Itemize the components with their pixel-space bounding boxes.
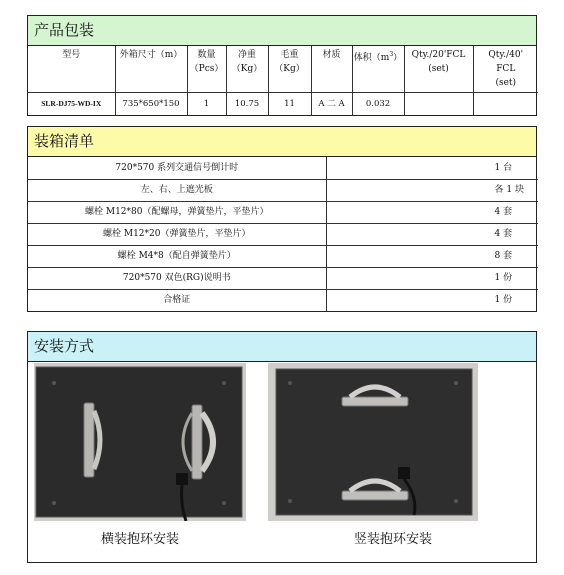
packing-list-item: 合格证 [28,289,326,311]
product-packing-section [27,15,537,116]
cell-qty: 1 [187,93,226,115]
cell-qty-40fcl [473,93,538,115]
packing-list-amount: 1 份 [326,267,538,289]
packing-list-row [28,157,538,179]
packing-list-row [28,223,538,245]
cell-qty-20fcl [404,93,473,115]
vertical-mount-caption: 竖装抱环安装 [353,532,432,547]
packing-list-item: 螺栓 M4*8（配自弹簧垫片） [28,245,326,267]
installation-title: 安装方式 [28,332,536,362]
horizontal-mount-photo [34,363,246,521]
packing-list-table [28,157,538,311]
header-material: 材质 [311,46,352,93]
packing-list-amount: 4 套 [326,223,538,245]
packing-header-row [28,46,538,93]
vertical-mount-illustration [268,363,478,521]
packing-data-row [28,93,538,115]
packing-list-item: 螺栓 M12*80（配螺母，弹簧垫片，平垫片） [28,201,326,223]
packing-list-item: 720*570 系列交通信号倒计时 [28,157,326,179]
packing-list-title: 装箱清单 [28,127,536,157]
packing-list-amount: 8 套 [326,245,538,267]
packing-list-row [28,179,538,201]
horizontal-mount-illustration [34,363,246,521]
packing-list-row [28,267,538,289]
cell-outer-size: 735*650*150 [115,93,187,115]
cell-material: A 二 A [311,93,352,115]
product-packing-title: 产品包装 [28,16,536,46]
horizontal-mount-caption: 横装抱环安装 [100,532,179,547]
header-qty-40fcl: Qty./40' FCL (set) [473,46,538,93]
header-qty-20fcl: Qty./20'FCL (set) [404,46,473,93]
cell-volume: 0.032 [352,93,404,115]
packing-list-section [27,126,537,312]
packing-list-item: 左、右、上遮光板 [28,179,326,201]
packing-list-amount: 1 份 [326,289,538,311]
installation-section [27,331,537,563]
packing-list-row [28,289,538,311]
packing-table [28,46,538,115]
cell-model: SLR-DJ75-WD-IX [28,93,115,115]
header-volume: 体积$(m^3)$ [352,46,404,93]
packing-list-amount: 1 台 [326,157,538,179]
header-net-weight: 净重 （Kg） [226,46,268,93]
header-model: 型号 [28,46,115,93]
header-gross-weight: 毛重 （Kg） [268,46,311,93]
packing-list-amount: 各 1 块 [326,179,538,201]
cell-net-weight: 10.75 [226,93,268,115]
packing-list-amount: 4 套 [326,201,538,223]
vertical-mount-photo [268,363,478,521]
packing-list-item: 螺栓 M12*20（弹簧垫片，平垫片） [28,223,326,245]
cell-gross-weight: 11 [268,93,311,115]
header-qty: 数量 （Pcs） [187,46,226,93]
packing-list-row [28,245,538,267]
packing-list-row [28,201,538,223]
packing-list-item: 720*570 双色(RG)说明书 [28,267,326,289]
header-outer-size: 外箱尺寸（m） [115,46,187,93]
